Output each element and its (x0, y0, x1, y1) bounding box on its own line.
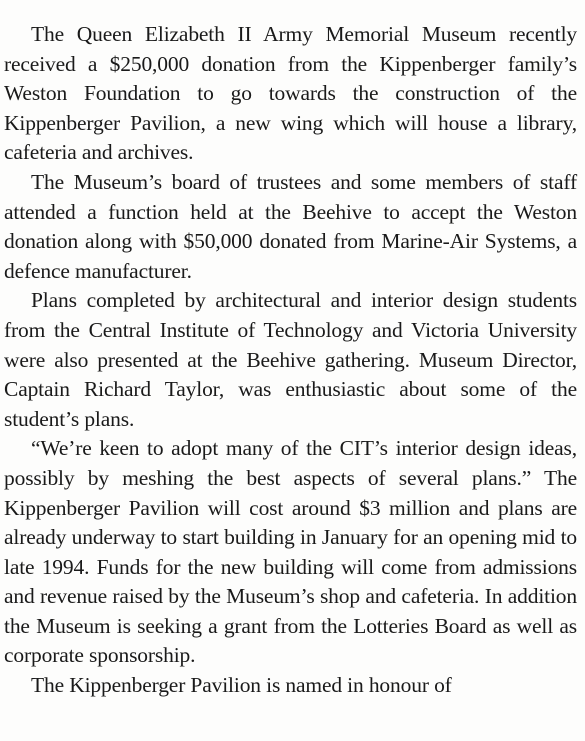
paragraph-plans: Plans completed by architectural and interior design students from the Central Institute of Technology and Victoria University were also presented at the Beehive gathering. Museum Director, Captain Richard Taylor, was enthusiastic about some of the student’s plans. (4, 288, 577, 431)
paragraph-quote: “We’re keen to adopt many of the CIT’s interior design ideas, possibly by meshing the best aspects of several plans.” The Kippenberger Pavilion will cost around $3 million and plans are already underway to start building in January for an opening mid to late 1994. Funds for the new building will come from admissions and revenue raised by the Museum’s shop and cafeteria. In addition the Museum is seeking a grant from the Lotteries Board as well as corporate sponsorship. (4, 436, 577, 668)
paragraph-function: The Museum’s board of trustees and some members of staff attended a function held at the Beehive to accept the Weston donation along with $50,000 donated from Marine-Air Systems, a defence manufacturer. (4, 169, 577, 283)
article-column (4, 20, 577, 701)
paragraph-donation: The Queen Elizabeth II Army Memorial Museum recently received a $250,000 donation from the Kippenberger family’s Weston Foundation to go towards the construction of the Kippenberger Pavilion, a new wing which will house a library, cafeteria and archives. (4, 22, 577, 165)
paragraph-naming: The Kippenberger Pavilion is named in honour of (31, 673, 452, 698)
